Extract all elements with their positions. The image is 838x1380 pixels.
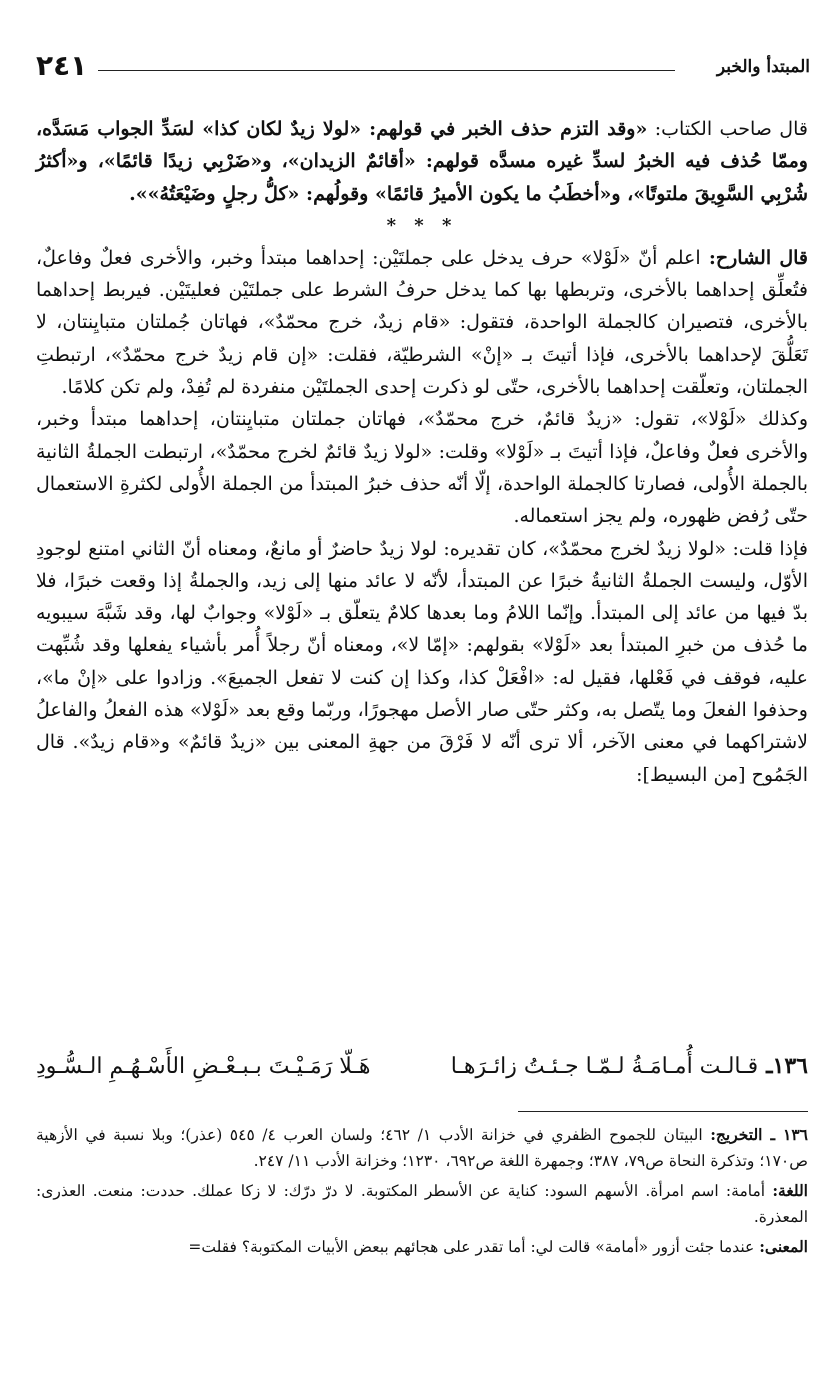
author-quote: «وقد التزم حذف الخبر في قولهم: «لولا زيدٌ لكان كذا» لسَدِّ الجواب مَسَدَّه، وممّا حُذف فيه الخبرُ لسدِّ غيره مسدَّه قولهم: «أقائمٌ الزيدان»، و«ضَرْبِي زيدًا قائمًا»، و«أكثرُ شُرْبِي السَّوِيقَ ملتوتًا»، و«أخطَبُ ما يكون الأميرُ قائمًا» وقولُهم: «كلُّ رجلٍ وضَيْعَتُهُ»». [36, 118, 808, 205]
commentary-paragraph-3: فإذا قلت: «لولا زيدٌ لخرج محمّدٌ»، كان تقديره: لولا زيدٌ حاضرٌ أو مانعٌ، ومعناه أنّ الثاني امتنع لوجودِ الأوّل، وليست الجملةُ الثانيةُ خبرًا عن المبتدأ، لأنّه لا عائد منها إلى زيد، والجملةُ إذا وقعت خبرًا، فلا بدّ فيها من عائد إلى المبتدأ. وإنّما اللامُ وما بعدها كلامٌ يتعلّق بـ «لَوْلا» وجوابٌ لها، وقد شَبَّهَ سيبويه ما حُذف من خبرِ المبتدأ بعد «لَوْلا» بقولهم: «إمّا لا»، ومعناه أنّ رجلاً أُمر بأشياء يفعلها وقد شُبِّهت عليه، فوقف في فَعْلها، فقيل له: «افْعَلْ كذا، وكذا إن كنت لا تفعل الجميعَ». وزادوا على «إنْ ما»، وحذفوا الفعلَ وما يتّصل به، وكثر حتّى صار الأصل مهجورًا، وربّما وقع بعد «لَوْلا» هذه الفعلُ والفاعلُ لاشتراكهما في معنى الآخر، ألا ترى أنّه لا فَرْقَ من جهةِ المعنى بين «زيدٌ قائمٌ» و«قام زيدٌ». قال الجَمُوح [من البسيط]: [36, 537, 808, 786]
lugha-text: أمامة: اسم امرأة. الأسهم السود: كناية عن الأسطر المكتوبة. لا درّ درّك: لا زكا عملك. حددت: منعت. العذرى: المعذرة. [36, 1182, 808, 1226]
running-title: المبتدأ والخبر [716, 57, 810, 77]
main-text [36, 113, 808, 791]
page-number: ٢٤١ [36, 49, 88, 82]
section-separator: * * * [386, 214, 458, 236]
poetry-verse [36, 1046, 808, 1087]
footnote-lugha [36, 1178, 808, 1230]
verse-first-hemistich: قـالـت أُمـامَـةُ لـمّـا جـئـتُ زائـرَهـا [450, 1054, 759, 1079]
author-quote-paragraph [36, 113, 808, 210]
mana-label: المعنى: [759, 1237, 808, 1256]
mana-text: عندما جئت أزور «أمامة» قالت لي: أما تقدر على هجائهم ببعض الأبيات المكتوبة؟ فقلت= [188, 1238, 755, 1256]
commentary-paragraph-1 [36, 242, 808, 403]
verse-number: ١٣٦ـ [766, 1053, 808, 1079]
commentary-lead: قال الشارح: [700, 246, 809, 269]
page-header [36, 48, 810, 88]
author-intro: قال صاحب الكتاب: [647, 118, 808, 140]
lugha-label: اللغة: [772, 1181, 808, 1200]
footnote-takhrij [36, 1122, 808, 1174]
verse-second-hemistich: هَـلّا رَمَـيْـتَ بـبـعْـضِ الأَسْـهُـمِ الـسُّـودِ [36, 1054, 371, 1079]
commentary-text-1: اعلم أنّ «لَوْلا» حرف يدخل على جملتَيْن: إحداهما مبتدأ وخبر، والأخرى فعلٌ وفاعلٌ، فتُعلِّق إحداهما بالأخرى، وتربطها بها كما يدخل حرفُ الشرط على جملتَيْن فعليتَيْن. فيربط إحداهما بالأخرى، فتصيران كالجملة الواحدة، فتقول: «قام زيدٌ، خرج محمّدٌ»، فهاتان جُملتان متبايِنتان، لا تَعَلُّقَ لإحداهما بالأخرى، فإذا أتيتَ بـ «إنْ» الشرطيّة، فقلت: «إن قام زيدٌ خرج محمّدٌ»، ارتبطتِ الجملتان، وتعلّقت إحداهما بالأخرى، حتّى لو ذكرت إحدى الجملتَيْن منفردة لم تُفِدْ، ولم تكن كلامًا. [36, 246, 808, 399]
header-rule [98, 70, 675, 71]
takhrij-label: ١٣٦ ـ التخريج: [710, 1125, 808, 1144]
commentary-paragraph-2: وكذلك «لَوْلا»، تقول: «زيدٌ قائمٌ، خرج محمّدٌ»، فهاتان جملتان متبايِنتان، إحداهما مبتدأ وخبر، والأخرى فعلٌ وفاعلٌ، فإذا أتيتَ بـ «لَوْلا» وقلت: «لولا زيدٌ قائمٌ لخرج محمّدٌ»، ارتبطت الجملةُ الثانية بالجملة الأُولى، فصارتا كالجملة الواحدة، إلّا أنّه حذف خبرُ المبتدأ من الجملة الأُولى لكثرةِ الاستعمال حتّى رُفض ظهوره، ولم يجز استعماله. [36, 408, 808, 528]
footnote-mana [36, 1234, 808, 1260]
takhrij-text: البيتان للجموح الظفري في خزانة الأدب ١/ ٤٦٢؛ ولسان العرب ٤/ ٥٤٥ (عذر)؛ وبلا نسبة في الأزهية ص١٧٠؛ وتذكرة النحاة ص٧٩، ٣٨٧؛ وجمهرة اللغة ص٦٩٢، ١٢٣٠؛ وخزانة الأدب ١١/ ٢٤٧. [36, 1126, 808, 1170]
footnotes [36, 1122, 808, 1264]
footnote-rule [518, 1111, 808, 1112]
